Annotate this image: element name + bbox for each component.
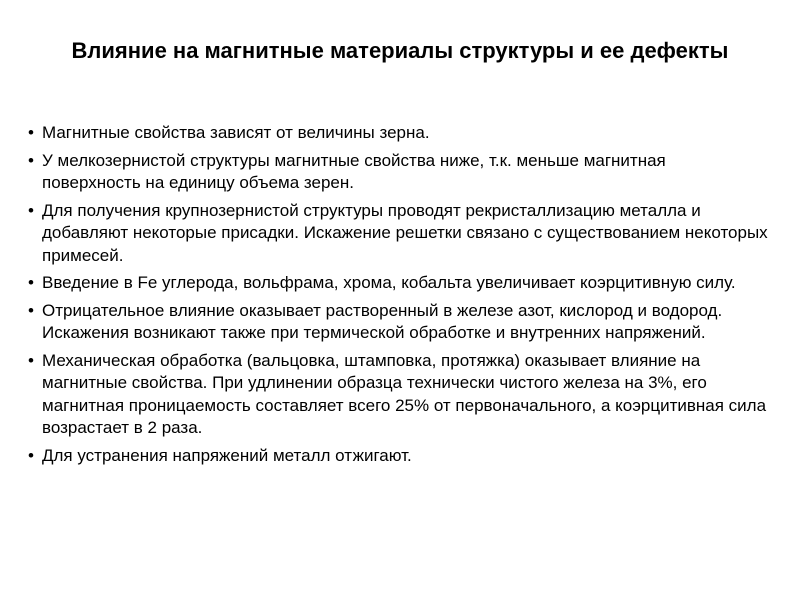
bullet-item: • Введение в Fe углерода, вольфрама, хрома, кобальта увеличивает коэрцитивную силу. [28, 272, 768, 295]
bullet-list [28, 122, 768, 472]
bullet-item: • Для получения крупнозернистой структуры проводят рекристаллизацию металла и добавляют некоторые присадки. Искажение решетки связано с существованием некоторых примесей. [28, 200, 768, 268]
bullet-item: • Отрицательное влияние оказывает растворенный в железе азот, кислород и водород. Искажения возникают также при термической обработке и внутренних напряжений. [28, 300, 768, 345]
slide-title: Влияние на магнитные материалы структуры и ее дефекты [71, 38, 729, 63]
bullet-item: • У мелкозернистой структуры магнитные свойства ниже, т.к. меньше магнитная поверхность на единицу объема зерен. [28, 150, 768, 195]
bullet-item: • Магнитные свойства зависят от величины зерна. [28, 122, 768, 145]
bullet-item: • Механическая обработка (вальцовка, штамповка, протяжка) оказывает влияние на магнитные свойства. При удлинении образца технически чистого железа на 3%, его магнитная проницаемость составляет всего 25% от первоначального, а коэрцитивная сила возрастает в 2 раза. [28, 350, 768, 440]
bullet-item: • Для устранения напряжений металл отжигают. [28, 445, 768, 468]
